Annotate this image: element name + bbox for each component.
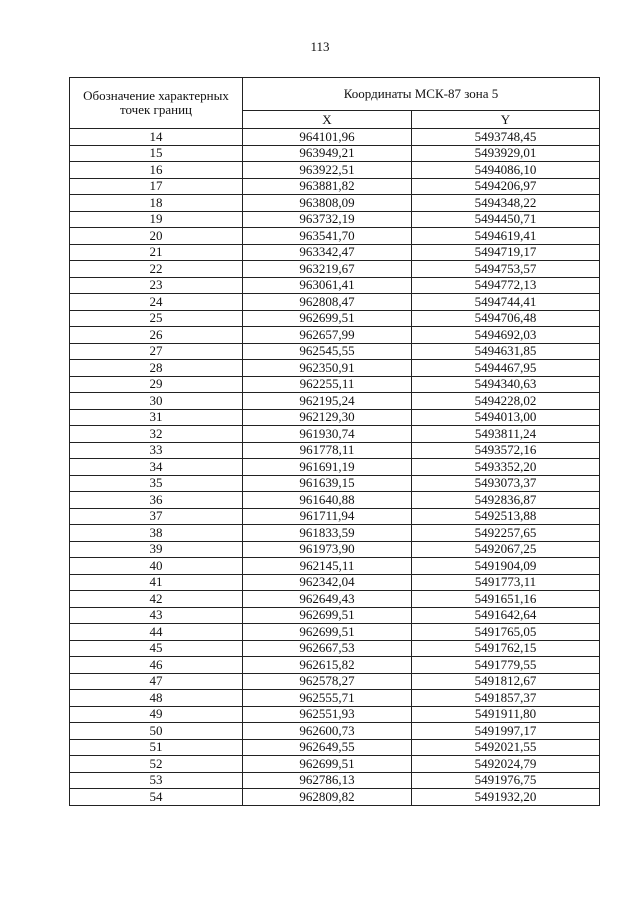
y-coordinate-cell: 5493352,20 bbox=[412, 459, 600, 476]
x-coordinate-cell: 962699,51 bbox=[243, 310, 412, 327]
x-coordinate-cell: 962545,55 bbox=[243, 343, 412, 360]
point-number-cell: 49 bbox=[70, 706, 243, 723]
y-column-header: Y bbox=[412, 111, 600, 129]
table-row bbox=[70, 178, 600, 195]
table-row bbox=[70, 475, 600, 492]
coordinate-system-header: Координаты МСК-87 зона 5 bbox=[243, 78, 600, 111]
y-coordinate-cell: 5494744,41 bbox=[412, 294, 600, 311]
point-designation-header: Обозначение характерных точек границ bbox=[70, 78, 243, 129]
x-coordinate-cell: 962255,11 bbox=[243, 376, 412, 393]
table-row bbox=[70, 426, 600, 443]
y-coordinate-cell: 5491904,09 bbox=[412, 558, 600, 575]
y-coordinate-cell: 5492067,25 bbox=[412, 541, 600, 558]
x-coordinate-cell: 961639,15 bbox=[243, 475, 412, 492]
x-coordinate-cell: 962786,13 bbox=[243, 772, 412, 789]
x-coordinate-cell: 962342,04 bbox=[243, 574, 412, 591]
point-number-cell: 40 bbox=[70, 558, 243, 575]
point-number-cell: 45 bbox=[70, 640, 243, 657]
table-row bbox=[70, 558, 600, 575]
x-coordinate-cell: 962649,43 bbox=[243, 591, 412, 608]
table-row bbox=[70, 277, 600, 294]
point-number-cell: 35 bbox=[70, 475, 243, 492]
y-coordinate-cell: 5494619,41 bbox=[412, 228, 600, 245]
table-row bbox=[70, 129, 600, 146]
table-row bbox=[70, 376, 600, 393]
y-coordinate-cell: 5494086,10 bbox=[412, 162, 600, 179]
x-column-header: X bbox=[243, 111, 412, 129]
y-coordinate-cell: 5492257,65 bbox=[412, 525, 600, 542]
y-coordinate-cell: 5491932,20 bbox=[412, 789, 600, 806]
table-row bbox=[70, 310, 600, 327]
point-number-cell: 17 bbox=[70, 178, 243, 195]
y-coordinate-cell: 5494753,57 bbox=[412, 261, 600, 278]
table-row bbox=[70, 343, 600, 360]
y-coordinate-cell: 5494450,71 bbox=[412, 211, 600, 228]
point-number-cell: 23 bbox=[70, 277, 243, 294]
x-coordinate-cell: 961930,74 bbox=[243, 426, 412, 443]
point-number-cell: 30 bbox=[70, 393, 243, 410]
point-number-cell: 43 bbox=[70, 607, 243, 624]
point-number-cell: 29 bbox=[70, 376, 243, 393]
table-row bbox=[70, 228, 600, 245]
point-number-cell: 18 bbox=[70, 195, 243, 212]
table-row bbox=[70, 624, 600, 641]
y-coordinate-cell: 5491976,75 bbox=[412, 772, 600, 789]
x-coordinate-cell: 961711,94 bbox=[243, 508, 412, 525]
x-coordinate-cell: 962657,99 bbox=[243, 327, 412, 344]
x-coordinate-cell: 963808,09 bbox=[243, 195, 412, 212]
x-coordinate-cell: 963881,82 bbox=[243, 178, 412, 195]
point-number-cell: 26 bbox=[70, 327, 243, 344]
table-row bbox=[70, 211, 600, 228]
point-number-cell: 42 bbox=[70, 591, 243, 608]
table-row bbox=[70, 525, 600, 542]
point-number-cell: 34 bbox=[70, 459, 243, 476]
point-number-cell: 53 bbox=[70, 772, 243, 789]
y-coordinate-cell: 5491779,55 bbox=[412, 657, 600, 674]
x-coordinate-cell: 961973,90 bbox=[243, 541, 412, 558]
point-number-cell: 27 bbox=[70, 343, 243, 360]
coordinates-table bbox=[69, 77, 600, 806]
y-coordinate-cell: 5492021,55 bbox=[412, 739, 600, 756]
y-coordinate-cell: 5494228,02 bbox=[412, 393, 600, 410]
x-coordinate-cell: 962578,27 bbox=[243, 673, 412, 690]
point-number-cell: 19 bbox=[70, 211, 243, 228]
table-row bbox=[70, 739, 600, 756]
y-coordinate-cell: 5493572,16 bbox=[412, 442, 600, 459]
y-coordinate-cell: 5494206,97 bbox=[412, 178, 600, 195]
table-row bbox=[70, 459, 600, 476]
y-coordinate-cell: 5492024,79 bbox=[412, 756, 600, 773]
table-row bbox=[70, 657, 600, 674]
y-coordinate-cell: 5492513,88 bbox=[412, 508, 600, 525]
point-number-cell: 14 bbox=[70, 129, 243, 146]
point-number-cell: 46 bbox=[70, 657, 243, 674]
y-coordinate-cell: 5491812,67 bbox=[412, 673, 600, 690]
table-row bbox=[70, 442, 600, 459]
table-row bbox=[70, 327, 600, 344]
y-coordinate-cell: 5491765,05 bbox=[412, 624, 600, 641]
table-row bbox=[70, 690, 600, 707]
point-number-cell: 24 bbox=[70, 294, 243, 311]
y-coordinate-cell: 5491642,64 bbox=[412, 607, 600, 624]
table-row bbox=[70, 261, 600, 278]
table-row bbox=[70, 244, 600, 261]
x-coordinate-cell: 962350,91 bbox=[243, 360, 412, 377]
table-body bbox=[70, 129, 600, 806]
y-coordinate-cell: 5493748,45 bbox=[412, 129, 600, 146]
x-coordinate-cell: 962615,82 bbox=[243, 657, 412, 674]
table-row bbox=[70, 393, 600, 410]
table-row bbox=[70, 294, 600, 311]
y-coordinate-cell: 5491857,37 bbox=[412, 690, 600, 707]
point-number-cell: 54 bbox=[70, 789, 243, 806]
point-number-cell: 37 bbox=[70, 508, 243, 525]
point-number-cell: 33 bbox=[70, 442, 243, 459]
x-coordinate-cell: 961640,88 bbox=[243, 492, 412, 509]
y-coordinate-cell: 5494340,63 bbox=[412, 376, 600, 393]
y-coordinate-cell: 5491773,11 bbox=[412, 574, 600, 591]
point-number-cell: 38 bbox=[70, 525, 243, 542]
x-coordinate-cell: 962699,51 bbox=[243, 756, 412, 773]
y-coordinate-cell: 5491651,16 bbox=[412, 591, 600, 608]
table-row bbox=[70, 162, 600, 179]
point-number-cell: 28 bbox=[70, 360, 243, 377]
y-coordinate-cell: 5494013,00 bbox=[412, 409, 600, 426]
point-number-cell: 44 bbox=[70, 624, 243, 641]
point-number-cell: 50 bbox=[70, 723, 243, 740]
y-coordinate-cell: 5494719,17 bbox=[412, 244, 600, 261]
table-row bbox=[70, 360, 600, 377]
point-number-cell: 52 bbox=[70, 756, 243, 773]
table-row bbox=[70, 640, 600, 657]
point-number-cell: 39 bbox=[70, 541, 243, 558]
table-row bbox=[70, 541, 600, 558]
x-coordinate-cell: 962145,11 bbox=[243, 558, 412, 575]
x-coordinate-cell: 961833,59 bbox=[243, 525, 412, 542]
point-number-cell: 36 bbox=[70, 492, 243, 509]
y-coordinate-cell: 5494467,95 bbox=[412, 360, 600, 377]
table-row bbox=[70, 772, 600, 789]
y-coordinate-cell: 5491762,15 bbox=[412, 640, 600, 657]
table-row bbox=[70, 706, 600, 723]
x-coordinate-cell: 963541,70 bbox=[243, 228, 412, 245]
y-coordinate-cell: 5494631,85 bbox=[412, 343, 600, 360]
point-number-cell: 25 bbox=[70, 310, 243, 327]
y-coordinate-cell: 5494706,48 bbox=[412, 310, 600, 327]
table-row bbox=[70, 607, 600, 624]
x-coordinate-cell: 962649,55 bbox=[243, 739, 412, 756]
x-coordinate-cell: 962809,82 bbox=[243, 789, 412, 806]
y-coordinate-cell: 5493811,24 bbox=[412, 426, 600, 443]
y-coordinate-cell: 5492836,87 bbox=[412, 492, 600, 509]
y-coordinate-cell: 5493929,01 bbox=[412, 145, 600, 162]
table-row bbox=[70, 673, 600, 690]
point-number-cell: 16 bbox=[70, 162, 243, 179]
x-coordinate-cell: 963732,19 bbox=[243, 211, 412, 228]
point-number-cell: 22 bbox=[70, 261, 243, 278]
x-coordinate-cell: 963061,41 bbox=[243, 277, 412, 294]
x-coordinate-cell: 962600,73 bbox=[243, 723, 412, 740]
point-number-cell: 15 bbox=[70, 145, 243, 162]
x-coordinate-cell: 964101,96 bbox=[243, 129, 412, 146]
x-coordinate-cell: 962699,51 bbox=[243, 607, 412, 624]
x-coordinate-cell: 961691,19 bbox=[243, 459, 412, 476]
x-coordinate-cell: 962808,47 bbox=[243, 294, 412, 311]
table-row bbox=[70, 789, 600, 806]
table-row bbox=[70, 756, 600, 773]
y-coordinate-cell: 5493073,37 bbox=[412, 475, 600, 492]
x-coordinate-cell: 962551,93 bbox=[243, 706, 412, 723]
point-number-cell: 41 bbox=[70, 574, 243, 591]
x-coordinate-cell: 962667,53 bbox=[243, 640, 412, 657]
y-coordinate-cell: 5491911,80 bbox=[412, 706, 600, 723]
point-number-cell: 51 bbox=[70, 739, 243, 756]
x-coordinate-cell: 962555,71 bbox=[243, 690, 412, 707]
table-row bbox=[70, 145, 600, 162]
point-number-cell: 32 bbox=[70, 426, 243, 443]
table-row bbox=[70, 508, 600, 525]
y-coordinate-cell: 5494692,03 bbox=[412, 327, 600, 344]
point-number-cell: 31 bbox=[70, 409, 243, 426]
x-coordinate-cell: 962699,51 bbox=[243, 624, 412, 641]
point-number-cell: 48 bbox=[70, 690, 243, 707]
y-coordinate-cell: 5491997,17 bbox=[412, 723, 600, 740]
y-coordinate-cell: 5494772,13 bbox=[412, 277, 600, 294]
point-number-cell: 21 bbox=[70, 244, 243, 261]
table-row bbox=[70, 591, 600, 608]
x-coordinate-cell: 963922,51 bbox=[243, 162, 412, 179]
table-row bbox=[70, 574, 600, 591]
point-number-cell: 47 bbox=[70, 673, 243, 690]
page-number: 113 bbox=[310, 39, 330, 54]
x-coordinate-cell: 962129,30 bbox=[243, 409, 412, 426]
table-row bbox=[70, 723, 600, 740]
table-row bbox=[70, 492, 600, 509]
y-coordinate-cell: 5494348,22 bbox=[412, 195, 600, 212]
table-row bbox=[70, 195, 600, 212]
x-coordinate-cell: 961778,11 bbox=[243, 442, 412, 459]
x-coordinate-cell: 963949,21 bbox=[243, 145, 412, 162]
x-coordinate-cell: 963219,67 bbox=[243, 261, 412, 278]
x-coordinate-cell: 963342,47 bbox=[243, 244, 412, 261]
point-number-cell: 20 bbox=[70, 228, 243, 245]
table-row bbox=[70, 409, 600, 426]
x-coordinate-cell: 962195,24 bbox=[243, 393, 412, 410]
